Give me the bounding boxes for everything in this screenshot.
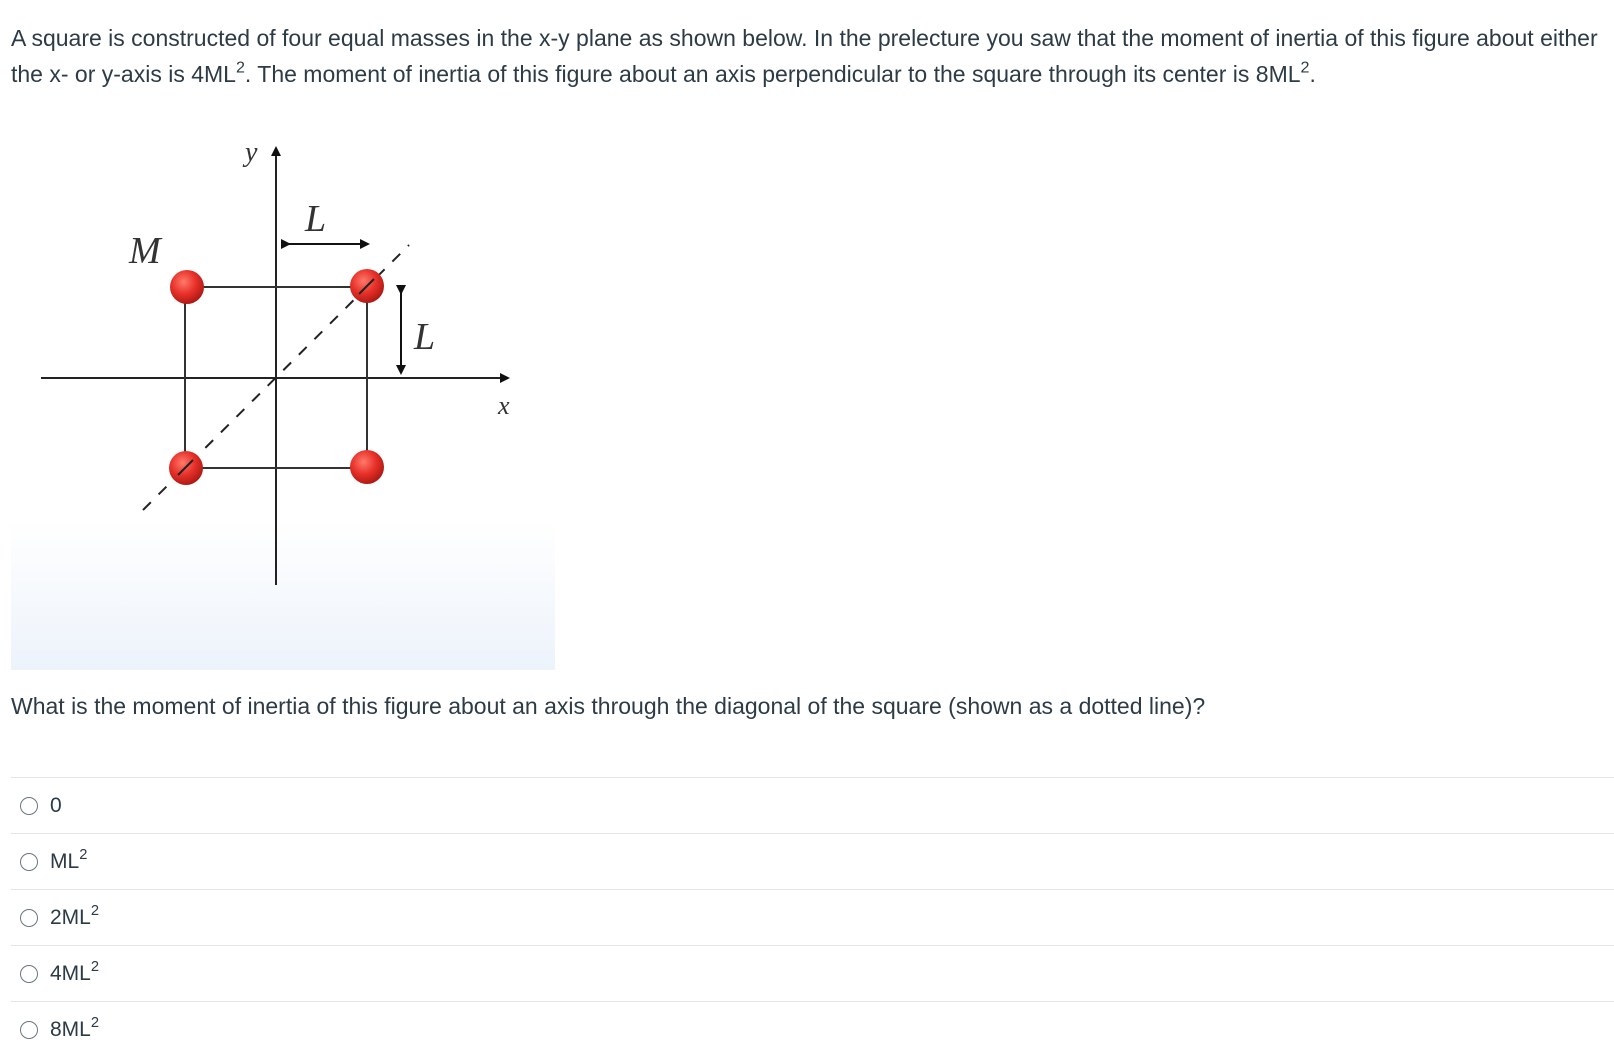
- answer-option[interactable]: [11, 890, 1614, 946]
- answer-base: 8ML: [50, 1018, 91, 1041]
- answer-option[interactable]: [11, 834, 1614, 890]
- problem-intro: [11, 20, 1606, 92]
- square-masses-figure: [11, 133, 555, 670]
- answer-base: ML: [50, 849, 80, 873]
- radio-button-icon[interactable]: [20, 853, 38, 871]
- intro-superscript-1: 2: [235, 58, 245, 77]
- radio-button-icon[interactable]: [20, 797, 38, 815]
- answer-option[interactable]: [11, 778, 1614, 834]
- mass-label: M: [129, 230, 161, 272]
- radio-button-icon[interactable]: [20, 909, 38, 927]
- x-axis-label: x: [498, 391, 510, 420]
- answer-label: [50, 846, 88, 874]
- mass-top-left: [170, 270, 204, 304]
- mass-bottom-right: [350, 450, 384, 484]
- answer-label: [50, 794, 62, 818]
- answer-base: 4ML: [50, 961, 91, 985]
- length-label-top: L: [305, 198, 327, 240]
- answer-exponent: 2: [90, 958, 100, 975]
- answer-exponent: 2: [79, 846, 88, 863]
- radio-button-icon[interactable]: [20, 1021, 38, 1039]
- answer-label: [50, 958, 100, 986]
- figure-diagram: [11, 133, 555, 670]
- answer-exponent: 2: [90, 1015, 100, 1032]
- answer-list: [11, 777, 1614, 1058]
- answer-option[interactable]: [11, 1002, 1614, 1058]
- y-axis-label: y: [245, 137, 258, 168]
- answer-exponent: 2: [90, 902, 100, 919]
- answer-base: 2ML: [50, 905, 91, 929]
- length-label-side: L: [414, 316, 436, 358]
- answer-label: [50, 1015, 100, 1042]
- intro-text-end: .: [1309, 61, 1316, 87]
- answer-base: 0: [50, 793, 62, 817]
- intro-superscript-2: 2: [1300, 58, 1310, 77]
- radio-button-icon[interactable]: [20, 965, 38, 983]
- answer-option[interactable]: [11, 946, 1614, 1002]
- intro-text-mid: . The moment of inertia of this figure about an axis perpendicular to the square through its center is 8ML: [244, 61, 1301, 87]
- intro-text: A square is constructed of four equal masses in the x-y plane as shown below. In the prelecture you saw that the moment of inertia of this figure about either the x- or y-axis is 4ML: [11, 25, 1598, 87]
- question-text: What is the moment of inertia of this figure about an axis through the diagonal of the square (shown as a dotted line)?: [11, 693, 1206, 719]
- answer-label: [50, 902, 100, 930]
